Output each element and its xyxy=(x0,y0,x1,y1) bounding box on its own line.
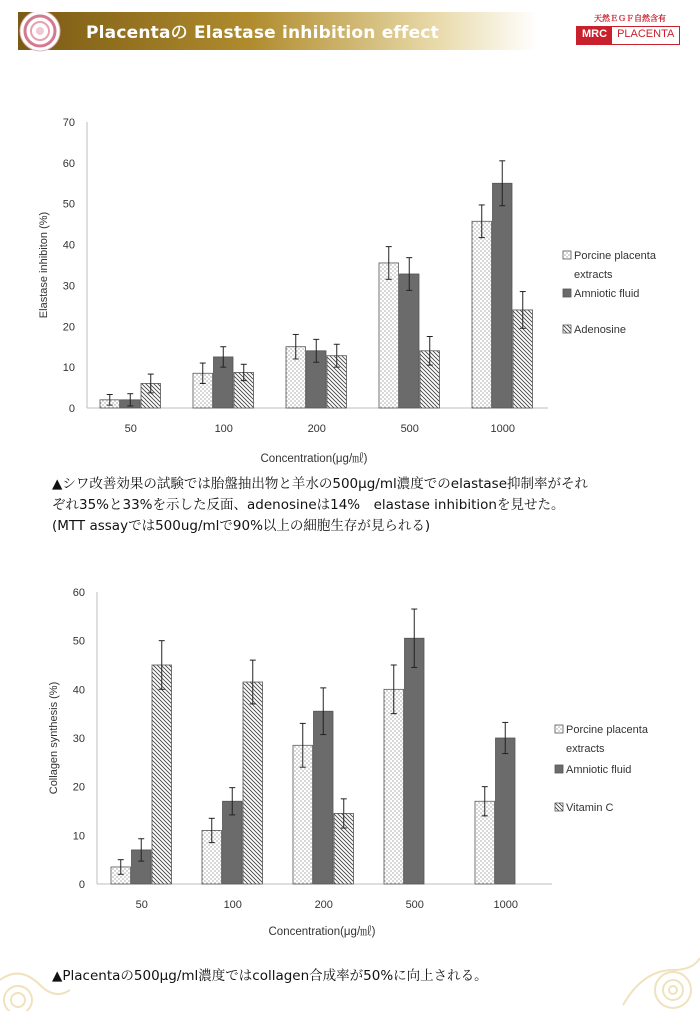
collagen-caption xyxy=(52,966,488,987)
y-tick-label: 10 xyxy=(72,830,85,843)
legend-swatch xyxy=(563,251,571,259)
bar-dark xyxy=(493,183,513,408)
brand-logo xyxy=(576,26,680,45)
bar-hatch xyxy=(152,665,172,884)
legend-swatch xyxy=(555,803,563,811)
ornament-left-icon xyxy=(0,960,70,1011)
x-tick-label: 1000 xyxy=(493,899,518,911)
placenta-logo-icon xyxy=(18,12,62,56)
legend-label: Porcine placenta xyxy=(574,250,656,262)
bar-dots xyxy=(384,689,404,884)
y-tick-label: 70 xyxy=(62,117,75,129)
y-tick-label: 20 xyxy=(72,781,85,794)
x-tick-label: 50 xyxy=(135,899,148,911)
y-tick-label: 60 xyxy=(62,157,75,170)
y-tick-label: 0 xyxy=(68,403,75,415)
bar-dark xyxy=(400,274,420,408)
legend-swatch xyxy=(555,725,563,733)
collagen-chart xyxy=(0,580,700,950)
legend-swatch xyxy=(563,325,571,333)
legend-label: Amniotic fluid xyxy=(566,764,632,776)
caption-line: (MTT assayでは500ug/mlで90%以上の細胞生存が見られる) xyxy=(52,518,431,534)
x-tick-label: 500 xyxy=(405,899,424,911)
x-tick-label: 200 xyxy=(307,423,326,435)
x-axis-label: Concentration(μg/㎖) xyxy=(268,926,376,938)
legend-label: extracts xyxy=(574,269,613,281)
y-tick-label: 20 xyxy=(62,321,75,334)
brand-tagline: 天然ＥＧＦ自然含有 xyxy=(594,14,666,23)
brand-mrc: MRC xyxy=(577,27,612,44)
legend-swatch xyxy=(563,289,571,297)
x-axis-label: Concentration(μg/㎖) xyxy=(260,453,368,465)
elastase-chart xyxy=(0,110,700,470)
y-tick-label: 10 xyxy=(62,362,75,375)
y-axis-label: Elastase inhibiton (%) xyxy=(38,211,50,319)
y-tick-label: 60 xyxy=(72,587,85,599)
x-tick-label: 1000 xyxy=(490,423,515,435)
bar-hatch xyxy=(243,682,263,884)
bar-dark xyxy=(496,738,516,884)
y-tick-label: 40 xyxy=(62,239,75,252)
y-tick-label: 30 xyxy=(62,280,75,293)
bar-dark xyxy=(314,711,334,884)
ornament-right-icon xyxy=(618,950,700,1011)
y-axis-label: Collagen synthesis (%) xyxy=(48,681,60,795)
x-tick-label: 100 xyxy=(223,899,242,911)
elastase-caption xyxy=(52,474,588,537)
y-tick-label: 30 xyxy=(72,733,85,745)
brand-placenta: PLACENTA xyxy=(617,28,675,40)
bar-dark xyxy=(405,638,425,884)
legend-swatch xyxy=(555,765,563,773)
legend-label: Adenosine xyxy=(574,324,626,336)
y-tick-label: 40 xyxy=(72,684,85,697)
caption-line: ▲Placentaの500μg/ml濃度ではcollagen合成率が50%に向上される。 xyxy=(52,968,488,984)
page-title: Placentaの Elastase inhibition effect xyxy=(86,23,439,43)
y-tick-label: 0 xyxy=(78,879,85,891)
x-tick-label: 500 xyxy=(400,423,419,435)
bar-dots xyxy=(472,221,492,408)
caption-line: ぞれ35%と33%を示した反面、adenosineは14% elastase inhibitionを見せた。 xyxy=(52,497,565,513)
y-tick-label: 50 xyxy=(72,635,85,648)
y-tick-label: 50 xyxy=(62,198,75,211)
legend-label: Vitamin C xyxy=(566,802,614,814)
caption-line: ▲シワ改善効果の試験では胎盤抽出物と羊水の500μg/ml濃度でのelastase抑制率がそれ xyxy=(52,476,589,492)
legend-label: extracts xyxy=(566,743,605,755)
bar-dots xyxy=(379,263,399,408)
x-tick-label: 200 xyxy=(314,899,333,911)
legend-label: Amniotic fluid xyxy=(574,288,640,300)
x-tick-label: 50 xyxy=(124,423,137,435)
x-tick-label: 100 xyxy=(214,423,233,435)
legend-label: Porcine placenta xyxy=(566,724,648,736)
